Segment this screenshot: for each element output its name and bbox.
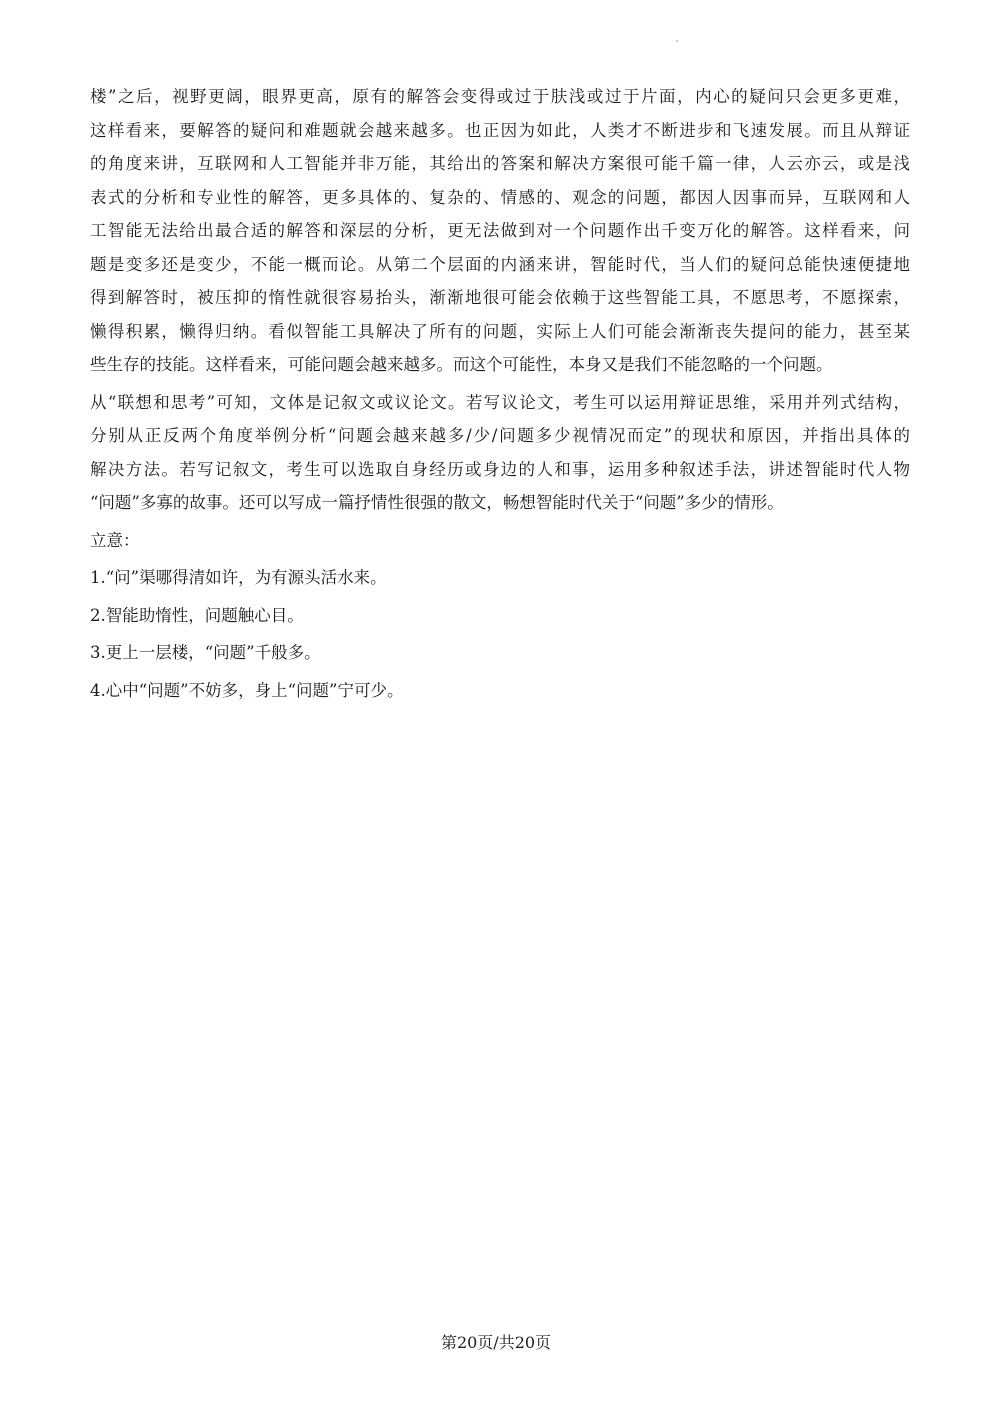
text-line: “问题”多寡的故事。还可以写成一篇抒情性很强的散文，畅想智能时代关于“问题”多少的情形。 xyxy=(90,493,784,512)
text-line: 题是变多还是变少，不能一概而论。从第二个层面的内涵来讲，智能时代，当人们的疑问总能快速便捷地 xyxy=(90,254,910,274)
page-number: 第20页/共20页 xyxy=(440,1333,552,1352)
paragraph-analysis xyxy=(90,80,910,382)
text-line: 的角度来讲，互联网和人工智能并非万能，其给出的答案和解决方案很可能千篇一律，人云亦云，或是浅 xyxy=(90,154,910,173)
text-line: 些生存的技能。这样看来，可能问题会越来越多。而这个可能性，本身又是我们不能忽略的一个问题。 xyxy=(90,355,833,374)
list-item: 1.“问”渠哪得清如许，为有源头活水来。 xyxy=(90,568,387,587)
text-line: 楼”之后，视野更阔，眼界更高，原有的解答会变得或过于肤浅或过于片面，内心的疑问只会更多更难， xyxy=(90,87,910,106)
list-item: 2.智能助惰性，问题触心目。 xyxy=(90,605,304,625)
page-body xyxy=(90,80,910,707)
text-line: 得到解答时，被压抑的惰性就很容易抬头，渐渐地很可能会依赖于这些智能工具，不愿思考，不愿探索， xyxy=(90,288,910,307)
text-line: 从“联想和思考”可知，文体是记叙文或议论文。若写议论文，考生可以运用辩证思维，采用并列式结构， xyxy=(90,392,910,412)
text-line: 这样看来，要解答的疑问和难题就会越来越多。也正因为如此，人类才不断进步和飞速发展。而且从辩证 xyxy=(90,120,910,140)
section-heading: 立意： xyxy=(90,530,140,550)
list-item: 4.心中“问题”不妨多，身上“问题”宁可少。 xyxy=(90,680,404,700)
points-list xyxy=(90,561,910,707)
scan-speck xyxy=(676,40,678,42)
paragraph-genre xyxy=(90,386,910,520)
list-item: 3.更上一层楼，“问题”千般多。 xyxy=(90,643,321,662)
text-line: 表式的分析和专业性的解答，更多具体的、复杂的、情感的、观念的问题，都因人因事而异，互联网和人 xyxy=(90,187,910,207)
text-line: 工智能无法给出最合适的解答和深层的分析，更无法做到对一个问题作出千变万化的解答。这样看来，问 xyxy=(90,221,910,240)
text-line: 解决方法。若写记叙文，考生可以选取自身经历或身边的人和事，运用多种叙述手法，讲述智能时代人物 xyxy=(90,459,910,479)
text-line: 懒得积累，懒得归纳。看似智能工具解决了所有的问题，实际上人们可能会渐渐丧失提问的能力，甚至某 xyxy=(90,321,910,341)
text-line: 分别从正反两个角度举例分析“问题会越来越多/少/问题多少视情况而定”的现状和原因，并指出具体的 xyxy=(90,426,910,445)
